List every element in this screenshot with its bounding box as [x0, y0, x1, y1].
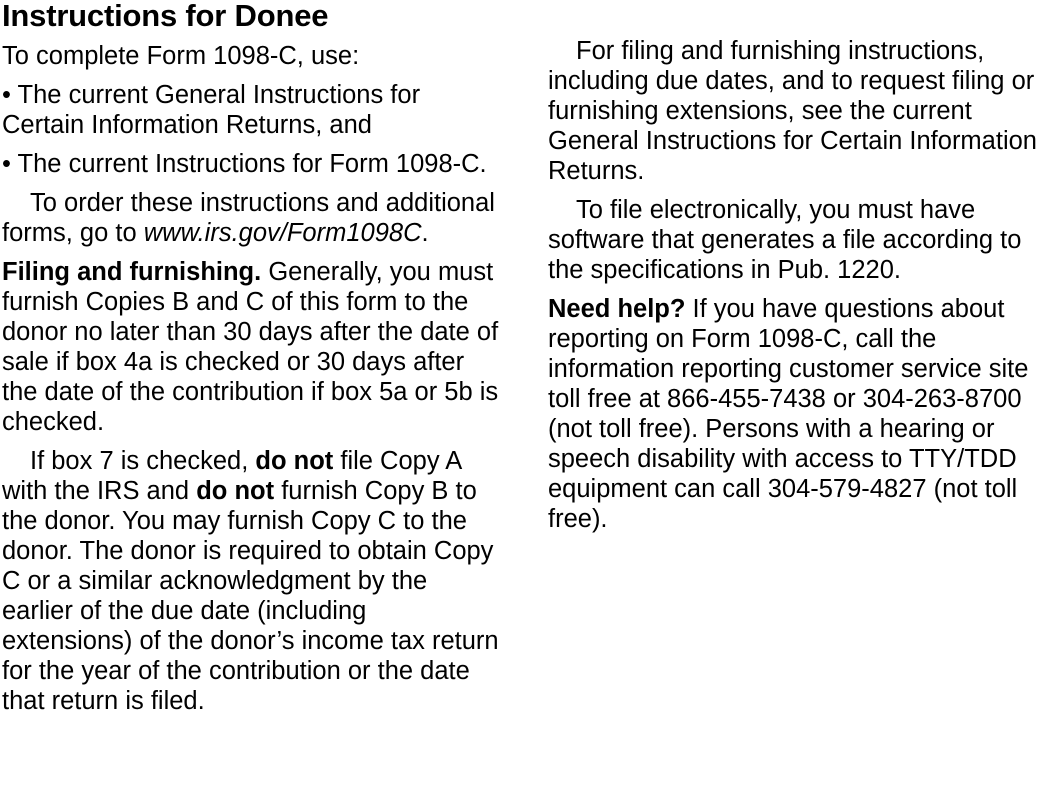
- filing-heading: Filing and furnishing.: [2, 258, 262, 286]
- bullet-form-text: • The current Instructions for Form 1098-C.: [2, 150, 487, 178]
- electronic-filing-text: To file electronically, you must have software that generates a file according to the specifications in Pub. 1220.: [548, 196, 1022, 284]
- box7-text-c: furnish Copy B to the donor. You may furnish Copy C to the donor. The donor is required to obtain Copy C or a similar acknowledgment by the earlier of the due date (including extensions) of the donor’s income tax return for the year of the contribution or the date that return is filed.: [2, 477, 499, 715]
- filing-instructions-paragraph: [548, 36, 1040, 186]
- electronic-filing-paragraph: [548, 195, 1040, 285]
- box7-text-b: file Copy A with the IRS and: [2, 447, 461, 505]
- order-text: To order these instructions and additional forms, go to: [2, 189, 495, 247]
- intro-paragraph: [2, 41, 502, 71]
- order-paragraph: [2, 188, 502, 248]
- intro-text: To complete Form 1098-C, use:: [2, 42, 360, 70]
- bullet-general-text: • The current General Instructions for Certain Information Returns, and: [2, 81, 421, 139]
- filing-paragraph: [2, 257, 502, 437]
- need-help-heading: Need help?: [548, 295, 686, 323]
- need-help-text: If you have questions about reporting on Form 1098-C, call the information reporting customer service site toll free at 866-455-7438 or 304-263-8700 (not toll free). Persons with a hearing or speech disability with access to TTY/TDD equipment can call 304-579-4827 (not toll free).: [548, 295, 1029, 533]
- box7-text-a: If box 7 is checked,: [30, 447, 249, 475]
- filing-text: Generally, you must furnish Copies B and C of this form to the donor no later than 30 days after the date of sale if box 4a is checked or 30 days after the date of the contribution if box 5a or 5b is checked.: [2, 258, 499, 436]
- box7-paragraph: [2, 446, 502, 716]
- irs-form-link[interactable]: www.irs.gov/Form1098C: [143, 219, 422, 247]
- do-not-emphasis-2: do not: [196, 477, 275, 505]
- do-not-emphasis-1: do not: [255, 447, 334, 475]
- filing-instructions-text: For filing and furnishing instructions, including due dates, and to request filing or furnishing extensions, see the current General Instructions for Certain Information Returns.: [548, 37, 1037, 185]
- page-title: Instructions for Donee: [2, 0, 329, 33]
- bullet-form-instructions: [2, 149, 502, 179]
- right-column: [548, 36, 1040, 543]
- need-help-paragraph: [548, 294, 1040, 534]
- bullet-general-instructions: [2, 80, 502, 140]
- order-end: .: [421, 219, 429, 247]
- left-column: [2, 0, 502, 725]
